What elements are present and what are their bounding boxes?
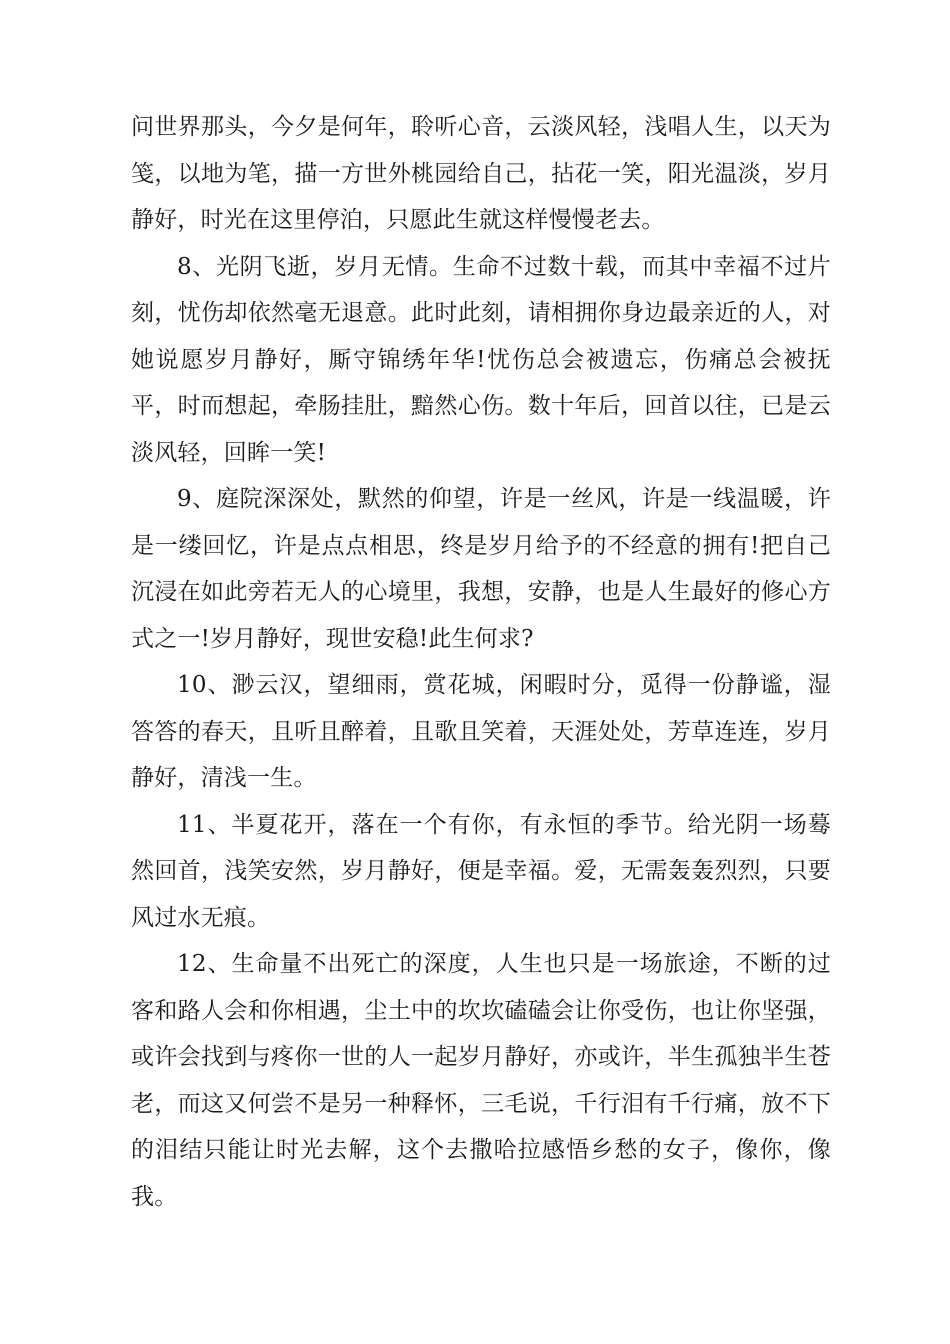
paragraph-12: 12、生命量不出死亡的深度，人生也只是一场旅途，不断的过客和路人会和你相遇，尘土中的坎坎磕磕会让你受伤，也让你坚强，或许会找到与疼你一世的人一起岁月静好，亦或许，半生孤独半生苍老，而这又何尝不是另一种释怀，三毛说，千行泪有千行痛，放不下的泪结只能让时光去解，这个去撒哈拉感悟乡愁的女子，像你，像我。 (131, 951, 831, 1210)
document-body (131, 104, 831, 1220)
paragraph-intro-continued: 问世界那头，今夕是何年，聆听心音，云淡风轻，浅唱人生，以天为笺，以地为笔，描一方世外桃园给自己，拈花一笑，阳光温淡，岁月静好，时光在这里停泊，只愿此生就这样慢慢老去。 (131, 114, 831, 233)
paragraph-8: 8、光阴飞逝，岁月无情。生命不过数十载，而其中幸福不过片刻，忧伤却依然毫无退意。此时此刻，请相拥你身边最亲近的人，对她说愿岁月静好，厮守锦绣年华!忧伤总会被遗忘，伤痛总会被抚平，时而想起，牵肠挂肚，黯然心伤。数十年后，回首以往，已是云淡风轻，回眸一笑! (131, 253, 831, 466)
paragraph-11: 11、半夏花开，落在一个有你，有永恒的季节。给光阴一场蓦然回首，浅笑安然，岁月静好，便是幸福。爱，无需轰轰烈烈，只要风过水无痕。 (131, 811, 831, 931)
paragraph-9: 9、庭院深深处，默然的仰望，许是一丝风，许是一线温暖，许是一缕回忆，许是点点相思，终是岁月给予的不经意的拥有!把自己沉浸在如此旁若无人的心境里，我想，安静，也是人生最好的修心方式之一!岁月静好，现世安稳!此生何求? (131, 486, 831, 652)
paragraph-10: 10、渺云汉，望细雨，赏花城，闲暇时分，觅得一份静谧，湿答答的春天，且听且醉着，且歌且笑着，天涯处处，芳草连连，岁月静好，清浅一生。 (131, 672, 831, 791)
